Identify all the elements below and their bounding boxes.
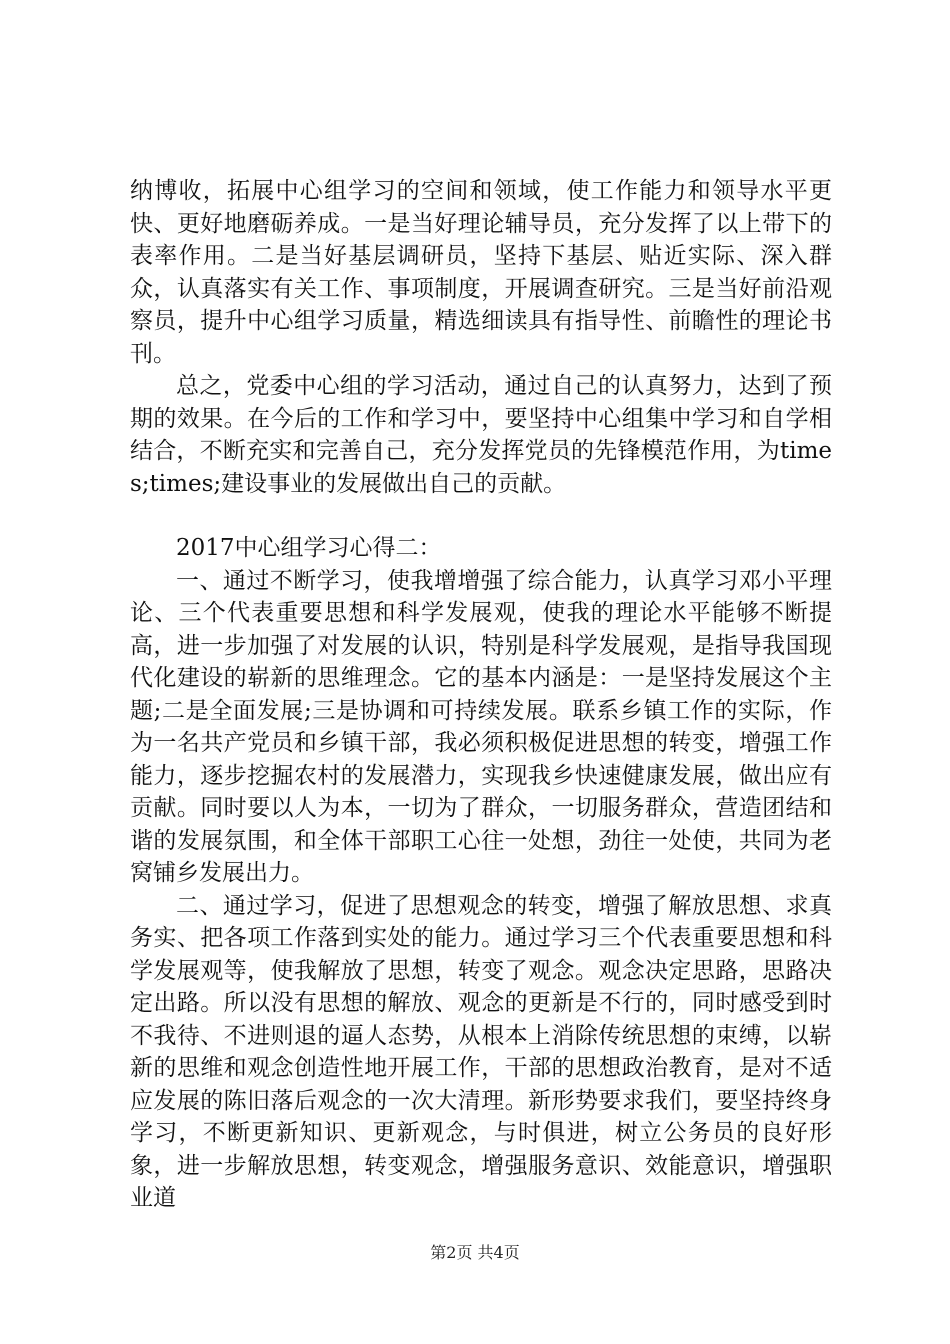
document-body <box>130 175 832 1215</box>
paragraph-point-two: 二、通过学习，促进了思想观念的转变，增强了解放思想、求真务实、把各项工作落到实处的能力。通过学习三个代表重要思想和科学发展观等，使我解放了思想，转变了观念。观念决定思路，思路决定出路。所以没有思想的解放、观念的更新是不行的，同时感受到时不我待、不进则退的逼人态势，从根本上消除传统思想的束缚，以崭新的思维和观念创造性地开展工作，干部的思想政治教育，是对不适应发展的陈旧落后观念的一次大清理。新形势要求我们，要坚持终身学习，不断更新知识、更新观念，与时俱进，树立公务员的良好形象，进一步解放思想，转变观念，增强服务意识、效能意识，增强职业道 <box>130 892 832 1211</box>
page-footer: 第2页 共4页 <box>430 1243 520 1262</box>
paragraph-continuation: 纳博收，拓展中心组学习的空间和领域，使工作能力和领导水平更快、更好地磨砺养成。一是当好理论辅导员，充分发挥了以上带下的表率作用。二是当好基层调研员，坚持下基层、贴近实际、深入群众，认真落实有关工作、事项制度，开展调查研究。三是当好前沿观察员，提升中心组学习质量，精选细读具有指导性、前瞻性的理论书刊。 <box>130 178 832 367</box>
paragraph-summary: 总之，党委中心组的学习活动，通过自己的认真努力，达到了预期的效果。在今后的工作和学习中，要坚持中心组集中学习和自学相结合，不断充实和完善自己，充分发挥党员的先锋模范作用，为times;times;建设事业的发展做出自己的贡献。 <box>130 373 832 497</box>
paragraph-point-one: 一、通过不断学习，使我增增强了综合能力，认真学习邓小平理论、三个代表重要思想和科学发展观，使我的理论水平能够不断提高，进一步加强了对发展的认识，特别是科学发展观，是指导我国现代化建设的崭新的思维理念。它的基本内涵是：一是坚持发展这个主题;二是全面发展;三是协调和可持续发展。联系乡镇工作的实际，作为一名共产党员和乡镇干部，我必须积极促进思想的转变，增强工作能力，逐步挖掘农村的发展潜力，实现我乡快速健康发展，做出应有贡献。同时要以人为本，一切为了群众，一切服务群众，营造团结和谐的发展氛围，和全体干部职工心往一处想，劲往一处使，共同为老窝铺乡发展出力。 <box>130 567 832 886</box>
section-heading: 2017中心组学习心得二： <box>176 535 442 561</box>
